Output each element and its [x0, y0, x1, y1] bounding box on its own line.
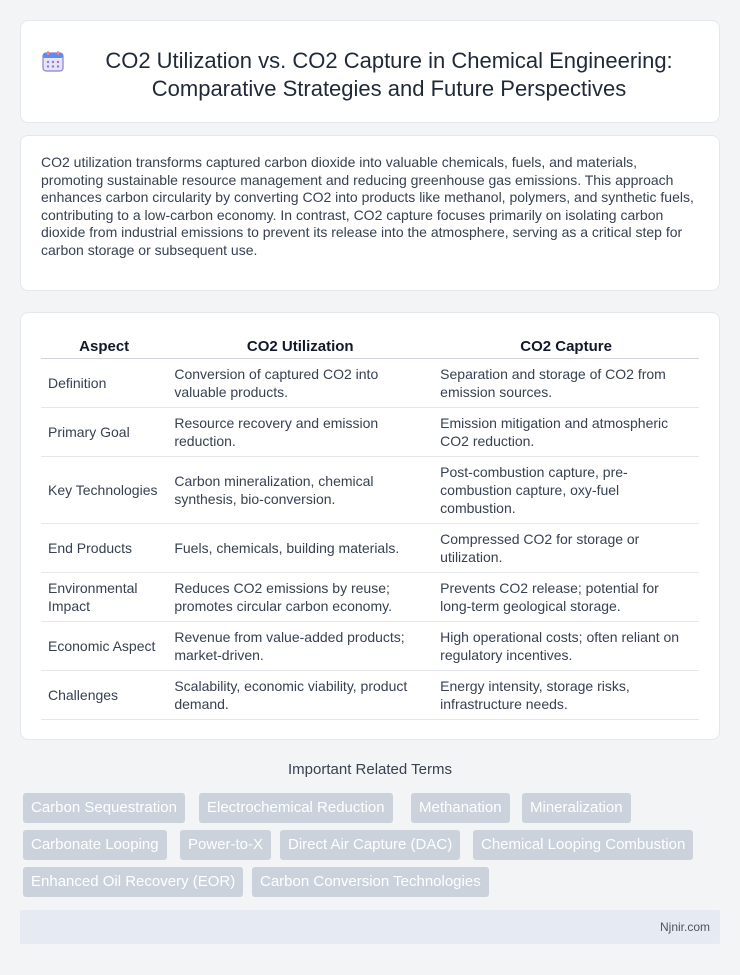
- tag-mineralization[interactable]: Mineralization: [522, 793, 631, 823]
- table-row: [41, 358, 699, 407]
- page-title: CO2 Utilization vs. CO2 Capture in Chemical Engineering: Comparative Strategies and Future Perspectives: [105, 48, 673, 101]
- table-row: [41, 621, 699, 670]
- row-aspect: Primary Goal: [41, 407, 167, 456]
- header-aspect: Aspect: [41, 333, 167, 358]
- row-aspect: Economic Aspect: [41, 621, 167, 670]
- tag-carbon-sequestration[interactable]: Carbon Sequestration: [23, 793, 185, 823]
- footer-site[interactable]: Njnir.com: [659, 920, 710, 934]
- intro-card: [20, 135, 720, 291]
- row-aspect: Environmental Impact: [41, 572, 167, 621]
- row-utilization: Resource recovery and emission reduction.: [167, 407, 433, 456]
- comparison-table-card: [20, 312, 720, 740]
- calendar-icon: [41, 49, 65, 73]
- row-capture: Energy intensity, storage risks, infrastructure needs.: [433, 670, 699, 719]
- row-capture: Post-combustion capture, pre-combustion capture, oxy-fuel combustion.: [433, 456, 699, 523]
- tag-carbon-conversion-technologies[interactable]: Carbon Conversion Technologies: [252, 867, 489, 897]
- row-utilization: Reduces CO2 emissions by reuse; promotes circular carbon economy.: [167, 572, 433, 621]
- row-utilization: Carbon mineralization, chemical synthesis, bio-conversion.: [167, 456, 433, 523]
- row-aspect: Key Technologies: [41, 456, 167, 523]
- comparison-table: [41, 333, 699, 720]
- table-row: [41, 670, 699, 719]
- tag-carbonate-looping[interactable]: Carbonate Looping: [23, 830, 167, 860]
- row-aspect: End Products: [41, 523, 167, 572]
- table-row: [41, 407, 699, 456]
- intro-paragraph: CO2 utilization transforms captured carbon dioxide into valuable chemicals, fuels, and materials, promoting sustainable resource management and reducing greenhouse gas emissions. This approach enhances carbon circularity by converting CO2 into products like methanol, polymers, and synthetic fuels, contributing to a low-carbon economy. In contrast, CO2 capture focuses primarily on isolating carbon dioxide from industrial emissions to prevent its release into the atmosphere, serving as a critical step for carbon storage or subsequent use.: [41, 154, 694, 258]
- row-capture: Separation and storage of CO2 from emission sources.: [433, 358, 699, 407]
- tag-direct-air-capture[interactable]: Direct Air Capture (DAC): [280, 830, 460, 860]
- related-terms-heading: Important Related Terms: [288, 761, 452, 778]
- row-capture: Compressed CO2 for storage or utilization.: [433, 523, 699, 572]
- tag-enhanced-oil-recovery[interactable]: Enhanced Oil Recovery (EOR): [23, 867, 243, 897]
- table-header-row: [41, 333, 699, 358]
- title-card: [20, 20, 720, 123]
- table-row: [41, 456, 699, 523]
- row-utilization: Conversion of captured CO2 into valuable products.: [167, 358, 433, 407]
- tag-electrochemical-reduction[interactable]: Electrochemical Reduction: [199, 793, 393, 823]
- tag-power-to-x[interactable]: Power-to-X: [180, 830, 271, 860]
- table-row: [41, 572, 699, 621]
- header-co2-capture: CO2 Capture: [433, 333, 699, 358]
- row-capture: Prevents CO2 release; potential for long-term geological storage.: [433, 572, 699, 621]
- row-aspect: Challenges: [41, 670, 167, 719]
- tag-chemical-looping-combustion[interactable]: Chemical Looping Combustion: [473, 830, 693, 860]
- row-utilization: Fuels, chemicals, building materials.: [167, 523, 433, 572]
- row-utilization: Scalability, economic viability, product demand.: [167, 670, 433, 719]
- row-utilization: Revenue from value-added products; market-driven.: [167, 621, 433, 670]
- tag-methanation[interactable]: Methanation: [411, 793, 510, 823]
- row-capture: Emission mitigation and atmospheric CO2 reduction.: [433, 407, 699, 456]
- row-capture: High operational costs; often reliant on regulatory incentives.: [433, 621, 699, 670]
- table-row: [41, 523, 699, 572]
- footer: [20, 910, 720, 944]
- row-aspect: Definition: [41, 358, 167, 407]
- header-co2-utilization: CO2 Utilization: [167, 333, 433, 358]
